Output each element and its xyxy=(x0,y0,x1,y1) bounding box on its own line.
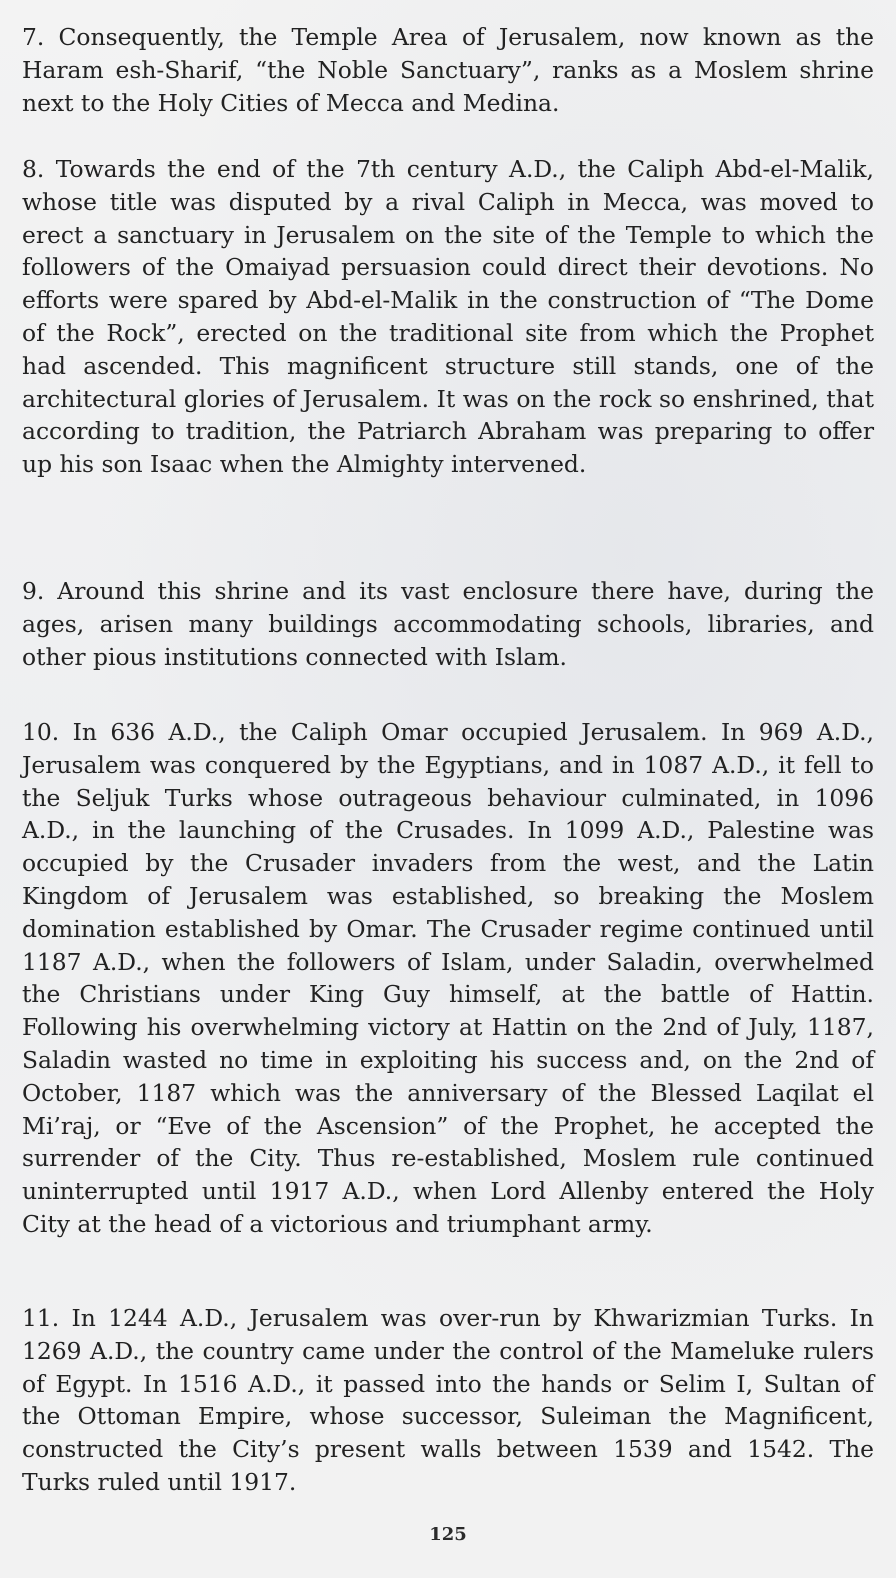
paragraph-10: 10. In 636 A.D., the Caliph Omar occupied Jerusalem. In 969 A.D., Jerusalem was conquered by the Egyptians, and in 1087 A.D., it fell to the Seljuk Turks whose outrageous behaviour culminated, in 1096 A.D., in the launching of the Crusades. In 1099 A.D., Palestine was occupied by the Crusader invaders from the west, and the Latin Kingdom of Jerusalem was established, so breaking the Moslem domination established by Omar. The Crusader regime continued until 1187 A.D., when the followers of Islam, under Saladin, overwhelmed the Christians under King Guy himself, at the battle of Hattin. Following his overwhelming victory at Hattin on the 2nd of July, 1187, Saladin wasted no time in exploiting his success and, on the 2nd of October, 1187 which was the anniversary of the Blessed Laqilat el Mi’raj, or “Eve of the Ascension” of the Prophet, he accepted the surrender of the City. Thus re-established, Moslem rule continued uninterrupted until 1917 A.D., when Lord Allenby entered the Holy City at the head of a victorious and triumphant army. xyxy=(22,718,874,1238)
paragraph-9: 9. Around this shrine and its vast enclosure there have, during the ages, arisen many buildings accommodating schools, libraries, and other pious institutions connected with Islam. xyxy=(22,577,874,671)
paragraph-11: 11. In 1244 A.D., Jerusalem was over-run by Khwarizmian Turks. In 1269 A.D., the country came under the control of the Mameluke rulers of Egypt. In 1516 A.D., it passed into the hands or Selim I, Sultan of the Ottoman Empire, whose successor, Suleiman the Magnificent, constructed the City’s present walls between 1539 and 1542. The Turks ruled until 1917. xyxy=(22,1304,874,1496)
paragraph-7: 7. Consequently, the Temple Area of Jerusalem, now known as the Haram esh-Sharif, “the Noble Sanctuary”, ranks as a Moslem shrine next to the Holy Cities of Mecca and Medina. xyxy=(22,23,874,117)
page-number: 125 xyxy=(429,1524,467,1545)
paragraph-8: 8. Towards the end of the 7th century A.D., the Caliph Abd-el-Malik, whose title was disputed by a rival Caliph in Mecca, was moved to erect a sanctuary in Jerusalem on the site of the Temple to which the followers of the Omaiyad persuasion could direct their devotions. No efforts were spared by Abd-el-Malik in the construction of “The Dome of the Rock”, erected on the traditional site from which the Prophet had ascended. This magnificent structure still stands, one of the architectural glories of Jerusalem. It was on the rock so enshrined, that according to tradition, the Patriarch Abraham was preparing to offer up his son Isaac when the Almighty intervened. xyxy=(22,155,874,479)
